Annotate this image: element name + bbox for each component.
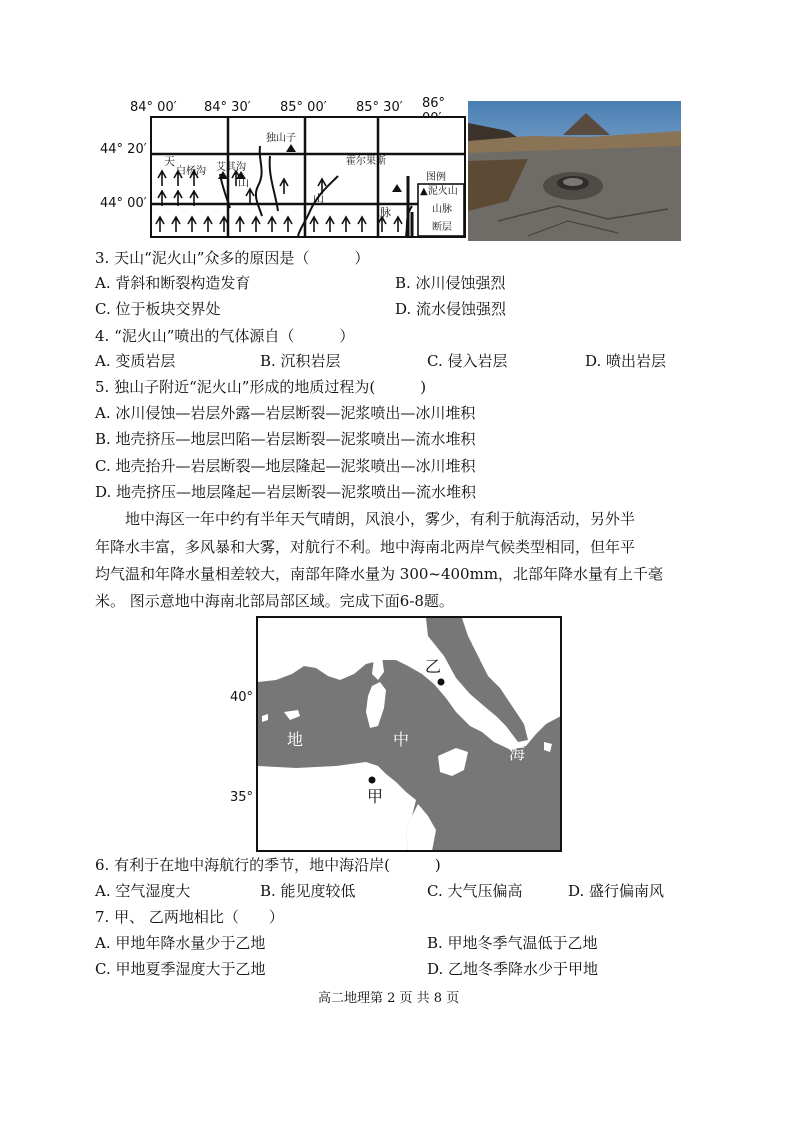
point-label-yi: 乙 [425,657,442,676]
lon-label: 86° [422,96,446,111]
place-baiyanggou: 白杨沟 [176,166,206,177]
map-frame [150,116,466,238]
q6-option-c[interactable]: C. 大气压偏高 [427,882,523,900]
q3-option-b[interactable]: B. 冰川侵蚀强烈 [395,274,506,292]
legend-mud-volcano: ▲泥火山 [420,186,458,197]
q6-option-d[interactable]: D. 盛行偏南风 [568,882,665,900]
q4-option-d[interactable]: D. 喷出岩层 [585,352,667,370]
question-3-stem: 3. 天山“泥火山”众多的原因是（ ） [95,249,370,267]
passage-line: 地中海区一年中约有半年天气晴朗，风浪小，雾少，有利于航海活动，另外半 [125,510,636,528]
point-label-jia: 甲 [367,787,384,806]
sea-label-di: 地 [287,730,304,749]
label-tian: 天 [164,155,175,168]
q4-option-c[interactable]: C. 侵入岩层 [427,352,508,370]
lon-label: 84° 30′ [204,100,251,115]
passage-line: 米。 图示意地中海南北部局部区域。完成下面6-8题。 [95,592,454,610]
label-mai: 脉 [380,206,391,219]
lat-label-35: 35° [230,790,254,805]
question-7-stem: 7. 甲、 乙两地相比（ ） [95,908,284,926]
legend-mountain: 山脉 [432,204,452,215]
mud-volcano-photo [468,101,681,241]
sea-label-hai: 海 [509,744,526,763]
lon-label: 84° 00′ [130,100,177,115]
q4-option-a[interactable]: A. 变质岩层 [95,352,176,370]
q3-option-a[interactable]: A. 背斜和断裂构造发育 [95,274,251,292]
q7-option-a[interactable]: A. 甲地年降水量少于乙地 [95,934,266,952]
q5-option-b[interactable]: B. 地壳挤压—地层凹陷—岩层断裂—泥浆喷出—流水堆积 [95,430,476,448]
lon-label: 85° 30′ [356,100,403,115]
question-4-stem: 4. “泥火山”喷出的气体源自（ ） [95,327,355,345]
lat-label: 44° 00′ [100,196,147,211]
q7-option-b[interactable]: B. 甲地冬季气温低于乙地 [427,934,598,952]
tianshan-map [100,96,465,244]
place-aiqigou: 艾其沟 [216,162,246,173]
question-6-stem: 6. 有利于在地中海航行的季节，地中海沿岸( ) [95,856,441,874]
q3-option-d[interactable]: D. 流水侵蚀强烈 [395,300,507,318]
q6-option-b[interactable]: B. 能见度较低 [260,882,356,900]
label-shan-1: 山 [238,176,249,189]
passage-line: 年降水丰富，多风暴和大雾，对航行不利。地中海南北两岸气候类型相同，但年平 [95,538,636,556]
sea-label-zhong: 中 [393,730,410,749]
place-huoerguosi: 霍尔果斯 [346,156,386,167]
q7-option-c[interactable]: C. 甲地夏季湿度大于乙地 [95,960,266,978]
q4-option-b[interactable]: B. 沉积岩层 [260,352,341,370]
q5-option-c[interactable]: C. 地壳抬升—岩层断裂—地层隆起—泥浆喷出—冰川堆积 [95,457,476,475]
lat-label-40: 40° [230,690,254,705]
q5-option-a[interactable]: A. 冰川侵蚀—岩层外露—岩层断裂—泥浆喷出—冰川堆积 [95,404,476,422]
q5-option-d[interactable]: D. 地壳挤压—地层隆起—岩层断裂—泥浆喷出—流水堆积 [95,483,477,501]
lon-label: 85° 00′ [280,100,327,115]
q6-option-a[interactable]: A. 空气湿度大 [95,882,191,900]
label-shan-2: 山 [313,192,324,205]
page-footer: 高二地理第 2 页 共 8 页 [318,991,460,1006]
question-5-stem: 5. 独山子附近“泥火山”形成的地质过程为( ) [95,378,427,396]
passage-line: 均气温和年降水量相差较大，南部年降水量为 300~400mm，北部年降水量有上千毫 [95,565,664,583]
legend-title: 图例 [426,172,446,183]
legend-fault: 断层 [432,222,452,233]
q3-option-c[interactable]: C. 位于板块交界处 [95,300,221,318]
lat-label: 44° 20′ [100,142,147,157]
q7-option-d[interactable]: D. 乙地冬季降水少于甲地 [427,960,599,978]
place-dushanzi: 独山子 [266,133,296,144]
